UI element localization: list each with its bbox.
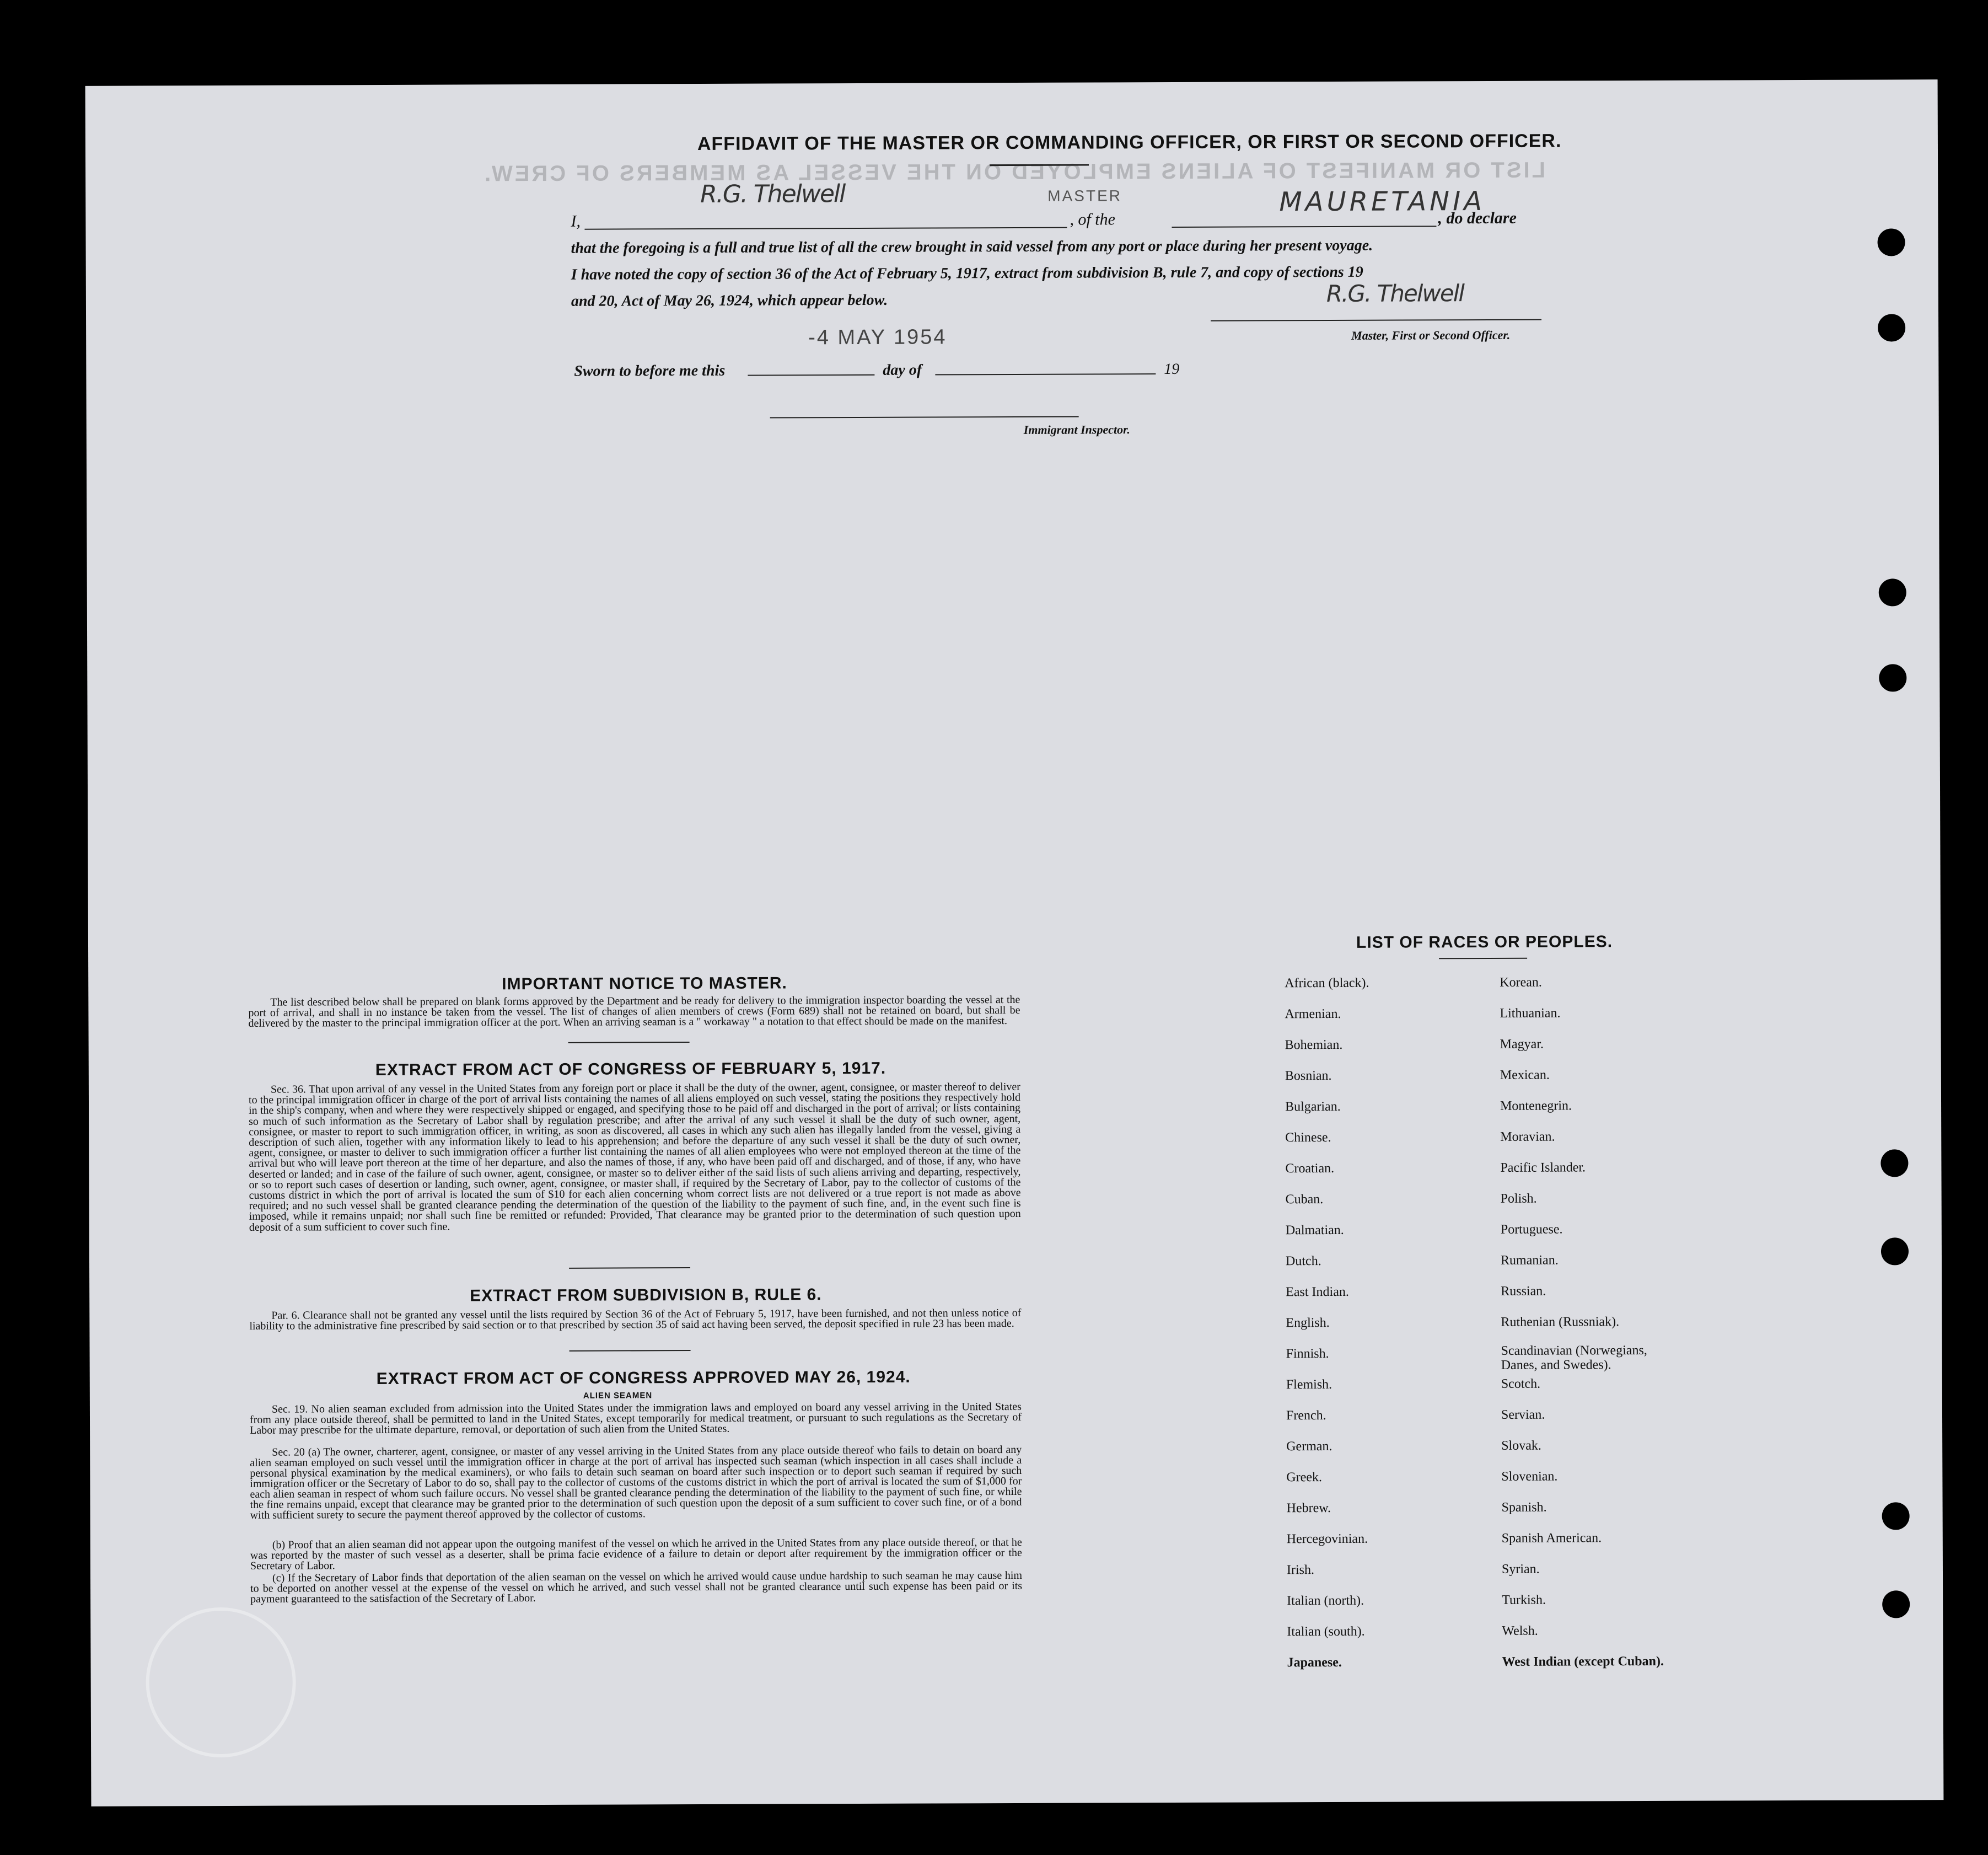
race-right-item: Spanish American. [1501, 1531, 1602, 1546]
race-left-item: Italian (north). [1287, 1593, 1364, 1609]
officer-signature-line [1211, 319, 1541, 321]
vessel-name-handwritten: MAURETANIA [1279, 186, 1486, 218]
sworn-label: Sworn to before me this [574, 362, 726, 380]
of-the-label: , of the [1070, 210, 1115, 229]
extract-1917-divider [569, 1267, 690, 1269]
extract-1924-sec20a: Sec. 20 (a) The owner, charterer, agent, consignee, or master of any vessel arriving in the United States from any place outside thereof who fails to detain on board any alien seaman employed on such vessel until the immigration officer in charge at the port of arrival has inspected such seaman (which inspection in all cases shall include a personal physical examination by the medical examiners), or who fails to detain such seaman on board after such inspection or to deport such seaman if required by such immigration officer or the Secretary of Labor to do so, shall pay to the collector of customs of the customs district in which the port of arrival is located the sum of $1,000 for each alien seaman in respect of whom such failure occurs. No vessel shall be granted clearance pending the determination of the liability to the payment of such fine, or while the fine remains unpaid, except that clearance may be granted prior to the determination of such question upon the deposit of a sum sufficient to cover such fine, or of a bond with sufficient surety to secure the payment thereof approved by the collector of customs. [250, 1443, 1022, 1521]
notice-text: The list described below shall be prepared on blank forms approved by the Department and be ready for delivery to the immigration inspector boarding the vessel at the port of arrival, and shall in no instance be taken from the vessel. The list of changes of alien members of crews (Form 689) shall not be retained on board, but shall be delivered by the master to the principal immigration officer at the port. When an arriving seaman is a " workaway " a notation to that effect should be made on the manifest. [248, 993, 1020, 1030]
sworn-day-line [748, 374, 874, 376]
race-left-item: Irish. [1286, 1563, 1315, 1578]
race-left-item: African (black). [1285, 975, 1369, 991]
sworn-month-line [935, 373, 1156, 375]
race-right-item: Rumanian. [1500, 1253, 1559, 1268]
race-right-item: Korean. [1500, 975, 1542, 990]
document-page [85, 79, 1944, 1806]
race-left-item: English. [1286, 1316, 1330, 1331]
race-right-item: Spanish. [1501, 1500, 1547, 1515]
race-left-item: Flemish. [1286, 1377, 1333, 1392]
race-left-item: Bulgarian. [1285, 1099, 1341, 1114]
inspector-signature-line [770, 416, 1079, 419]
race-right-item: Ruthenian (Russniak). [1501, 1315, 1620, 1329]
race-right-item: Turkish. [1502, 1593, 1546, 1607]
race-left-item: East Indian. [1286, 1284, 1349, 1300]
race-left-item: Finnish. [1286, 1347, 1329, 1361]
do-declare-label: , do declare [1438, 208, 1517, 228]
race-left-item: Italian (south). [1287, 1624, 1365, 1639]
affidavit-line-3: I have noted the copy of section 36 of the Act of February 5, 1917, extract from subdivision B, rule 7, and copy of sections 19 [571, 263, 1363, 283]
race-left-item: Dutch. [1285, 1254, 1321, 1269]
affidavit-line-4: and 20, Act of May 26, 1924, which appear below. [571, 291, 888, 310]
race-right-item: Welsh. [1502, 1623, 1538, 1638]
race-left-item: Hercegovinian. [1286, 1531, 1368, 1547]
punch-hole-icon [1877, 228, 1905, 256]
rule6-divider [569, 1350, 691, 1352]
extract-1924-sec19: Sec. 19. No alien seaman excluded from admission into the United States under the immigration laws and employed on board any vessel arriving in the United States from any place outside thereof, shall be permitted to land in the United States, except temporarily for medical treatment, or pursuant to such regulations as the Secretary of Labor may prescribe for the ultimate departure, removal, or deportation of such alien from the United States. [249, 1400, 1022, 1436]
race-right-item: Russian. [1501, 1284, 1546, 1299]
race-left-item: Bohemian. [1285, 1037, 1343, 1053]
vessel-line [1172, 226, 1436, 228]
extract-1917-text: Sec. 36. That upon arrival of any vessel in the United States from any foreign port or place it shall be the duty of the owner, agent, consignee, or master thereof to deliver to the principal immigration officer in charge of the port of arrival lists containing the names of all aliens employed on such vessel, stating the positions they respectively hold in the ship's company, when and where they were respectively shipped or engaged, and specifying those to be paid off and discharged in the port of arrival; or lists containing so much of such information as the Secretary of Labor shall by regulation prescribe; and after the arrival of any such vessel it shall be the duty of such owner, agent, consignee, or master to report to such immigration officer, in writing, as soon as discovered, all cases in which any such alien has illegally landed from the vessel, giving a description of such alien, together with any information likely to lead to his apprehension; and before the departure of any such vessel it shall be the duty of such owner, agent, consignee, or master to deliver to such immigration officer a further list containing the names of all alien employees who were not employed thereon at the time of the arrival but who will leave port thereon at the time of her departure, and also the names of those, if any, who have been paid off and discharged, and of those, if any, who have deserted or landed; and in case of the failure of such owner, agent, consignee, or master so to deliver either of the said lists of such aliens arriving and departing, respectively, or so to report such cases of desertion or landing, such owner, agent, consignee, or master shall, if required by the Secretary of Labor, pay to the collector of customs of the customs district in which the port of arrival is located the sum of $10 for each alien concerning whom correct lists are not delivered or a true report is not made as above required; and no such vessel shall be granted clearance pending the determination of the question of the liability to the payment of such fine, and, in the event such fine is imposed, while it remains unpaid; nor shall such fine be remitted or refunded: Provided, That clearance may be granted prior to the determination of such question upon deposit of a sum sufficient to cover such fine. [248, 1080, 1021, 1234]
race-right-item: Pacific Islander. [1500, 1160, 1586, 1175]
extract-1917-title: EXTRACT FROM ACT OF CONGRESS OF FEBRUARY 5, 1917. [375, 1059, 886, 1080]
notice-divider [568, 1042, 690, 1043]
affidavit-line-2: that the foregoing is a full and true list of all the crew brought in said vessel from any port or place during her present voyage. [571, 237, 1373, 257]
bleed-through-header: LIST OR MANIFEST OF ALIENS EMPLOYED ON THE VESSEL AS MEMBERS OF CREW. [482, 158, 1546, 186]
extract-1924-sec20b: (b) Proof that an alien seaman did not appear upon the outgoing manifest of the vessel on which he arrived in the United States from any place outside thereof, or that he was reported by the master of such vessel as a deserter, shall be prima facie evidence of a failure to detain or deport after requirement by the immigration officer or the Secretary of Labor. [250, 1536, 1022, 1572]
race-right-item: Lithuanian. [1500, 1006, 1561, 1021]
punch-hole-icon [1881, 1237, 1909, 1265]
races-divider [1439, 958, 1527, 959]
title-divider [990, 164, 1089, 167]
master-signature: R.G. Thelwell [700, 180, 845, 208]
extract-1924-sec20c: (c) If the Secretary of Labor finds that deportation of the alien seaman on the vessel on which he arrived would cause undue hardship to such seaman he may cause him to be deported on another vessel at the expense of the vessel on which he arrived, and such vessel shall not be granted clearance until such expense has been paid or its payment guaranteed to the satisfaction of the Secretary of Labor. [250, 1569, 1023, 1605]
race-left-item: French. [1286, 1408, 1326, 1423]
race-left-item: Chinese. [1285, 1130, 1331, 1145]
rank-stamp: MASTER [1047, 187, 1122, 205]
race-right-item: Slovenian. [1501, 1469, 1558, 1484]
race-right-item: Servian. [1501, 1407, 1545, 1422]
year-prefix: 19 [1164, 360, 1180, 378]
race-right-item: Portuguese. [1500, 1222, 1563, 1237]
affidavit-title: AFFIDAVIT OF THE MASTER OR COMMANDING OFFICER, OR FIRST OR SECOND OFFICER. [697, 130, 1562, 154]
race-right-item: Magyar. [1500, 1037, 1544, 1052]
name-line [584, 227, 1067, 230]
notice-title: IMPORTANT NOTICE TO MASTER. [502, 974, 787, 994]
race-left-item: German. [1286, 1439, 1333, 1454]
rule6-text: Par. 6. Clearance shall not be granted any vessel until the lists required by Section 36 of the Act of February 5, 1917, have been furnished, and not then unless notice of liability to the administrative fine prescribed by said section or to that prescribed by section 35 of said act having been served, the deposit specified in rule 23 has been made. [249, 1306, 1022, 1332]
race-right-item: Montenegrin. [1500, 1098, 1572, 1113]
officer-signature: R.G. Thelwell [1326, 280, 1464, 308]
extract-1924-title: EXTRACT FROM ACT OF CONGRESS APPROVED MAY 26, 1924. [376, 1368, 911, 1388]
race-left-item: Japanese. [1287, 1655, 1342, 1670]
race-left-item: Cuban. [1285, 1192, 1324, 1207]
race-right-item: West Indian (except Cuban). [1502, 1654, 1664, 1669]
race-right-item: Syrian. [1501, 1562, 1540, 1577]
race-right-item: Polish. [1500, 1191, 1537, 1206]
punch-hole-icon [1880, 1149, 1908, 1177]
race-left-item: Croatian. [1285, 1161, 1335, 1176]
affidavit-i-label: I, [571, 212, 581, 230]
race-right-item: Moravian. [1500, 1129, 1555, 1144]
extract-1924-subtitle: ALIEN SEAMEN [583, 1391, 653, 1401]
punch-hole-icon [1879, 578, 1906, 606]
race-right-item: Mexican. [1500, 1068, 1550, 1082]
inspector-caption: Immigrant Inspector. [1023, 422, 1130, 437]
punch-hole-icon [1879, 664, 1906, 691]
date-stamp: -4 MAY 1954 [808, 325, 947, 350]
rule6-title: EXTRACT FROM SUBDIVISION B, RULE 6. [470, 1285, 822, 1305]
race-left-item: Dalmatian. [1285, 1223, 1344, 1238]
embossed-seal [146, 1607, 296, 1758]
race-left-item: Greek. [1286, 1470, 1323, 1485]
day-of-label: day of [883, 361, 922, 379]
punch-hole-icon [1878, 314, 1905, 341]
race-right-item: Scotch. [1501, 1376, 1541, 1391]
races-title: LIST OF RACES OR PEOPLES. [1356, 932, 1613, 952]
race-right-item: Scandinavian (Norwegians, Danes, and Swedes). [1501, 1343, 1647, 1373]
race-left-item: Hebrew. [1286, 1501, 1331, 1516]
officer-caption: Master, First or Second Officer. [1351, 328, 1511, 342]
race-left-item: Armenian. [1285, 1006, 1341, 1022]
race-right-item: Slovak. [1501, 1438, 1541, 1453]
punch-hole-icon [1882, 1502, 1910, 1530]
punch-hole-icon [1882, 1590, 1910, 1618]
race-left-item: Bosnian. [1285, 1068, 1332, 1084]
